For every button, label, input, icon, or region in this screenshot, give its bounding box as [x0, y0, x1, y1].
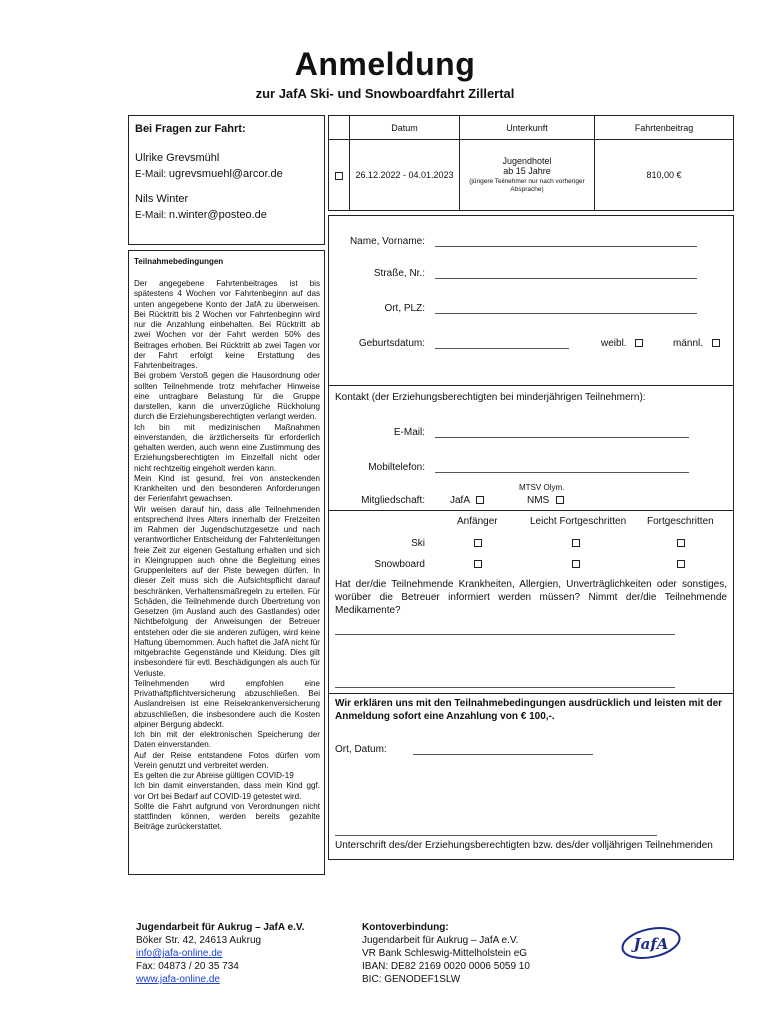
- snowboard-label: Snowboard: [374, 559, 425, 570]
- bank-holder: Jugendarbeit für Aukrug – JafA e.V.: [362, 935, 519, 946]
- contact-person1-email[interactable]: ugrevsmuehl@arcor.de: [168, 168, 283, 180]
- male-checkbox[interactable]: [712, 339, 720, 347]
- street-field[interactable]: [435, 278, 697, 279]
- jafa-checkbox[interactable]: [476, 496, 484, 504]
- signature-line[interactable]: [335, 835, 657, 836]
- divider: [329, 510, 733, 511]
- org-address: Böker Str. 42, 24613 Aukrug: [136, 935, 262, 946]
- registration-form: [328, 215, 734, 860]
- trip-accommodation-cell: [460, 140, 595, 211]
- place-date-field[interactable]: [413, 754, 593, 755]
- contact-person2-name: Nils Winter: [135, 193, 189, 205]
- birth-label: Geburtsdatum:: [358, 338, 425, 349]
- org-web-link[interactable]: www.jafa-online.de: [136, 974, 220, 985]
- ski-advanced-checkbox[interactable]: [677, 539, 685, 547]
- snowboard-intermediate-checkbox[interactable]: [572, 560, 580, 568]
- bank-iban: IBAN: DE82 2169 0020 0006 5059 10: [362, 961, 530, 972]
- mobile-field[interactable]: [435, 472, 689, 473]
- nms-label: NMS: [527, 495, 550, 506]
- col-accommodation-header: Unterkunft: [460, 116, 595, 140]
- logo-text: JafA: [633, 935, 669, 953]
- divider: [329, 693, 733, 694]
- mobile-label: Mobiltelefon:: [368, 462, 425, 473]
- contact-person2-email-row: [135, 209, 267, 221]
- terms-text: Der angegebene Fahrtenbeitrages ist bis spätestens 4 Wochen vor Fahrtenbeginn auf das unten angegebene Konto der JafA zu überweisen. Bei Rücktritt bis 2 Wochen vor Fahrtenbeginn wird nur die Anzahlung einbehalten. Bei Rücktritt ab zwei Wochen vor der Fahrt werden 50% des Beitrages erhoben. Bei Rücktritt ab zwei Tagen vor der Fahrt erfolgt keine Erstattung des Fahrtenbeitrages. Bei grobem Verstoß gegen die Hausordnung oder sollten Teilnehmende trotz mehrfacher Hinweise eine untragbare Belastung für die Gruppe darstellen, kann die unverzügliche Rückholung durch die Erziehungsberechtigten verlangt werden. Ich bin mit medizinischen Maßnahmen einverstanden, die ärztlicherseits für erforderlich gehalten werden, auch wenn eine Zustimmung des Erziehungsberechtigten im Einzelfall nicht oder nicht rechtzeitig eingeholt werden kann. Mein Kind ist gesund, frei von ansteckenden Krankheiten und den besonderen Anforderungen der Ferienfahrt gewachsen. Wir weisen darauf hin, dass alle Teilnehmenden entsprechend ihres Alters innerhalb der Freizeiten im Rahmen der Jugendschutzgesetze und nach verantwortlicher Entscheidung der Fahrtenleitungen freie Zeit zur eigenen Gestaltung erhalten und sich in Kleingruppen auch ohne die Begleitung eines Gruppenleiters auf der Piste bewegen dürfen. In dieser Zeit muss sich die Aufsichtspflicht darauf beschränken, Verhaltensmaßregeln zu erteilen. Für Schäden, die Teilnehmende durch Übertretung von Gesetzen (im Ausland auch des Gastlandes) oder Nichtbefolgung der Anweisungen der Betreuer entstehen oder die sie anderen zufügen, wird keine Haftung übernommen. Auch haftet die JafA nicht für mitgebrachte Gegenstände und Kleidung. Dies gilt insbesondere für evtl. Beschädigungen als auch für Verluste. Teilnehmenden wird empfohlen eine Privathaftpflichtversicherung abzuschließen. Bei Auslandreisen ist eine Reisekrankenversicherung abzuschließen, die insbesondere auch die Kosten alpiner Bergung abdeckt. Ich bin mit der elektronischen Speicherung der Daten einverstanden. Auf der Reise entstandene Fotos dürfen vom Verein genutzt und verbreitet werden. Es gelten die zur Abreise gültigen COVID-19 Ich bin damit einverstanden, dass mein Kind ggf. vor Ort bei Bedarf auf COVID-19 getestet wird. Sollte die Fahrt aufgrund von Verordnungen nicht stattfinden können, werden bereits gezahlte Beiträge zurückerstattet.: [134, 279, 320, 832]
- page-subtitle: zur JafA Ski- und Snowboardfahrt Zillertal: [255, 86, 515, 101]
- health-answer-line-1[interactable]: [335, 634, 675, 635]
- contact-person1-email-row: [135, 168, 283, 180]
- street-label: Straße, Nr.:: [373, 268, 425, 279]
- male-option: [673, 338, 720, 349]
- trip-select-checkbox[interactable]: [335, 172, 343, 180]
- female-checkbox[interactable]: [635, 339, 643, 347]
- trip-date: 26.12.2022 - 04.01.2023: [350, 140, 460, 211]
- female-option: [601, 338, 643, 349]
- level-beginner-header: Anfänger: [457, 516, 498, 527]
- footer-organization: [136, 921, 304, 986]
- jafa-label: JafA: [450, 495, 470, 506]
- guardian-heading: Kontakt (der Erziehungsberechtigten bei minderjährigen Teilnehmern):: [335, 392, 646, 403]
- footer-bank: [362, 921, 530, 986]
- trip-table-checkbox-header: [329, 116, 350, 140]
- contact-box: [128, 115, 325, 245]
- guardian-email-field[interactable]: [435, 437, 689, 438]
- place-date-label: Ort, Datum:: [335, 744, 387, 755]
- trip-fee: 810,00 €: [595, 140, 734, 211]
- col-date-header: Datum: [350, 116, 460, 140]
- guardian-email-label: E-Mail:: [393, 427, 425, 438]
- page-title: Anmeldung: [294, 46, 476, 82]
- level-intermediate-header: Leicht Fortgeschritten: [530, 516, 627, 527]
- female-label: weibl.: [601, 338, 627, 349]
- trip-select-cell: [329, 140, 350, 211]
- membership-label: Mitgliedschaft:: [361, 495, 425, 506]
- city-label: Ort, PLZ:: [384, 303, 425, 314]
- ski-intermediate-checkbox[interactable]: [572, 539, 580, 547]
- jafa-logo: [620, 923, 682, 963]
- nms-checkbox[interactable]: [556, 496, 564, 504]
- accommodation-note: (jüngere Teilnehmer nur nach vorheriger Absprache): [469, 178, 585, 193]
- org-heading: Jugendarbeit für Aukrug – JafA e.V.: [136, 922, 305, 933]
- trip-table: [328, 115, 734, 211]
- name-field[interactable]: [435, 246, 697, 247]
- birth-field[interactable]: [435, 348, 569, 349]
- email-label: E-Mail:: [135, 169, 167, 180]
- email-label: E-Mail:: [135, 210, 167, 221]
- snowboard-advanced-checkbox[interactable]: [677, 560, 685, 568]
- city-field[interactable]: [435, 313, 697, 314]
- bank-bic: BIC: GENODEF1SLW: [362, 974, 461, 985]
- divider: [329, 385, 733, 386]
- signature-label: Unterschrift des/der Erziehungsberechtigten bzw. des/der volljährigen Teilnehmenden: [335, 840, 713, 851]
- mtsv-label: MTSV Olym.: [519, 483, 565, 492]
- bank-name: VR Bank Schleswig-Mittelholstein eG: [362, 948, 528, 959]
- org-email-link[interactable]: info@jafa-online.de: [136, 948, 223, 959]
- org-fax: Fax: 04873 / 20 35 734: [136, 961, 239, 972]
- contact-person1-name: Ulrike Grevsmühl: [135, 152, 220, 164]
- ski-beginner-checkbox[interactable]: [474, 539, 482, 547]
- accommodation-line2: ab 15 Jahre: [503, 166, 551, 176]
- terms-box: [128, 250, 325, 875]
- bank-heading: Kontoverbindung:: [362, 922, 449, 933]
- health-answer-line-2[interactable]: [335, 687, 675, 688]
- contact-heading: Bei Fragen zur Fahrt:: [135, 123, 246, 135]
- membership-nms-option: [527, 495, 564, 506]
- ski-label: Ski: [411, 538, 425, 549]
- snowboard-beginner-checkbox[interactable]: [474, 560, 482, 568]
- terms-heading: Teilnahmebedingungen: [134, 257, 224, 266]
- level-advanced-header: Fortgeschritten: [647, 516, 714, 527]
- membership-jafa-option: [450, 495, 484, 506]
- name-label: Name, Vorname:: [349, 236, 425, 247]
- health-question: Hat der/die Teilnehmende Krankheiten, Allergien, Unverträglichkeiten oder sonstiges, worüber die Betreuer informiert werden müssen? Nimmt der/die Teilnehmende Medikamente?: [335, 579, 727, 616]
- male-label: männl.: [673, 338, 704, 349]
- accommodation-line1: Jugendhotel: [502, 156, 552, 166]
- contact-person2-email[interactable]: n.winter@posteo.de: [168, 209, 267, 221]
- declaration-text: Wir erklären uns mit den Teilnahmebedingungen ausdrücklich und leisten mit der Anmeldung sofort eine Anzahlung von € 100,-.: [335, 698, 723, 722]
- col-fee-header: Fahrtenbeitrag: [595, 116, 734, 140]
